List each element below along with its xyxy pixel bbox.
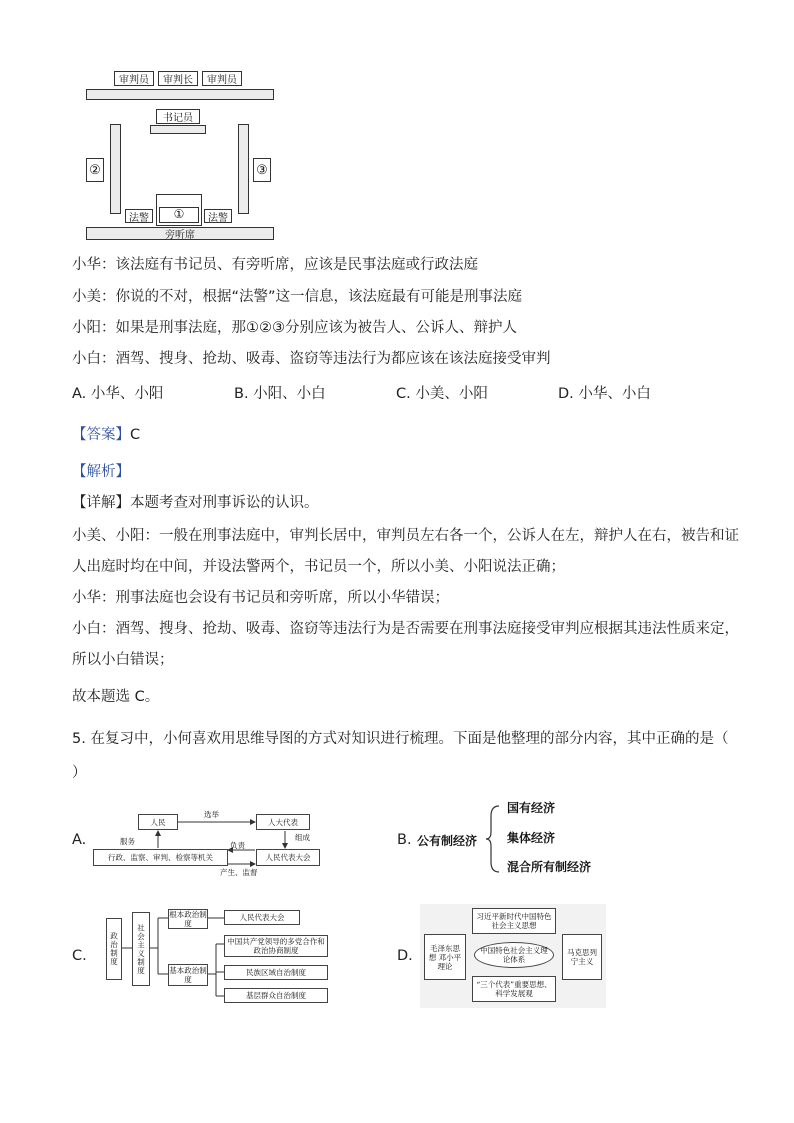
- q5-label-a: A.: [72, 832, 87, 848]
- left-desk: [110, 124, 121, 214]
- fig-a-produce: 产生、监督: [220, 868, 258, 877]
- figure-b: [415, 796, 615, 878]
- fig-a-compose: 组成: [295, 833, 310, 842]
- statement-xiaobai: 小白：酒驾、搜身、抢劫、吸毒、盗窃等违法行为都应该在该法庭接受审判: [72, 351, 551, 367]
- figure-a: [90, 806, 330, 878]
- option-d: [558, 384, 651, 404]
- fig-a-responsible: 负责: [230, 841, 245, 850]
- courtroom-diagram: [80, 68, 280, 243]
- fig-c-political: 政治制度: [106, 918, 122, 980]
- bailiff-left-box: 法警: [125, 209, 153, 223]
- analysis-line-5: 所以小白错误；: [72, 652, 174, 668]
- fig-d-three: “三个代表”重要思想、科学发展观: [472, 976, 556, 1002]
- figure-d: [420, 904, 606, 1008]
- fig-c-fundamental: 根本政治制度: [169, 910, 207, 928]
- chief-judge-box: 审判长: [158, 71, 198, 86]
- statement-xiaomei: 小美：你说的不对，根据“法警”这一信息，该法庭最有可能是刑事法庭: [72, 289, 523, 305]
- q5-label-b: B.: [397, 832, 412, 848]
- fig-a-serve: 服务: [120, 837, 135, 846]
- position-3: ③: [253, 158, 271, 182]
- judge-right-box: 审判员: [202, 71, 242, 86]
- option-text: 小华、小白: [578, 386, 651, 402]
- fig-d-xi: 习近平新时代中国特色社会主义思想: [472, 908, 556, 934]
- fig-c-item-3: 基层群众自治制度: [224, 988, 328, 1003]
- option-a: [72, 384, 163, 404]
- fig-a-npc-rep: 人大代表: [256, 814, 310, 830]
- answer-value: C: [130, 427, 141, 443]
- judge-left-box: 审判员: [114, 71, 154, 86]
- option-b: [234, 384, 326, 404]
- fig-d-marx: 马克思列宁主义: [562, 934, 602, 980]
- fig-c-item-2: 民族区域自治制度: [224, 965, 328, 980]
- fig-b-item-2: 集体经济: [507, 831, 556, 845]
- option-label: A.: [72, 386, 87, 402]
- clerk-box: 书记员: [156, 109, 200, 124]
- figure-c: [100, 906, 335, 1006]
- analysis-line-1: 小美、小阳：一般在刑事法庭中，审判长居中，审判员左右各一个，公诉人在左，辩护人在右，被告和证: [72, 528, 739, 544]
- defendant-area: [156, 194, 202, 226]
- q5-label-d: D.: [397, 948, 413, 964]
- right-desk: [238, 124, 249, 214]
- fig-c-socialist: 社会主义制度: [132, 912, 150, 986]
- fig-c-basic: 基本政治制度: [169, 966, 207, 984]
- analysis-detail: 【详解】本题考查对刑事诉讼的认识。: [72, 495, 319, 511]
- fig-b-brace: [485, 804, 505, 874]
- fig-b-item-1: 国有经济: [507, 801, 556, 815]
- answer-tag: 【答案】: [72, 427, 130, 443]
- option-text: 小华、小阳: [90, 386, 164, 402]
- option-label: C.: [396, 386, 411, 402]
- position-2: ②: [86, 158, 104, 182]
- analysis-line-2: 人出庭时均在中间，并设法警两个，书记员一个，所以小美、小阳说法正确；: [72, 559, 565, 575]
- clerk-desk: [150, 125, 206, 134]
- fig-c-npc: 人民代表大会: [224, 910, 300, 925]
- fig-b-item-3: 混合所有制经济: [507, 860, 592, 874]
- option-text: 小阳、小白: [253, 386, 326, 402]
- judges-bench: [86, 89, 274, 100]
- fig-a-people: 人民: [138, 814, 178, 830]
- q5-stem-line-2: ）: [72, 765, 87, 781]
- q5-stem-line-1: 5. 在复习中，小何喜欢用思维导图的方式对知识进行梳理。下面是他整理的部分内容，其中正确的是（: [72, 731, 729, 747]
- analysis-conclusion: 故本题选 C。: [72, 689, 160, 705]
- statement-xiaoyang: 小阳：如果是刑事法庭，那①②③分别应该为被告人、公诉人、辩护人: [72, 320, 517, 336]
- fig-a-elect: 选举: [204, 810, 219, 819]
- gallery-bar: 旁听席: [86, 227, 274, 240]
- analysis-tag: 【解析】: [72, 464, 130, 480]
- fig-b-root: 公有制经济: [417, 834, 478, 848]
- option-c: [396, 384, 488, 404]
- fig-c-item-1: 中国共产党领导的多党合作和政治协商制度: [224, 935, 328, 957]
- bailiff-right-box: 法警: [204, 209, 232, 223]
- option-label: B.: [234, 386, 249, 402]
- fig-d-mao-deng: 毛泽东思想 邓小平理论: [424, 934, 466, 980]
- analysis-line-4: 小白：酒驾、搜身、抢劫、吸毒、盗窃等违法行为是否需要在刑事法庭接受审判应根据其违法性质来定，: [72, 621, 739, 637]
- fig-d-center: 中国特色社会主义理论体系: [474, 942, 554, 968]
- option-label: D.: [558, 386, 574, 402]
- option-text: 小美、小阳: [415, 386, 488, 402]
- fig-a-congress: 人民代表大会: [256, 849, 320, 866]
- analysis-line-3: 小华：刑事法庭也会设有书记员和旁听席，所以小华错误；: [72, 590, 449, 606]
- q5-label-c: C.: [72, 948, 87, 964]
- position-1: ①: [159, 207, 199, 223]
- fig-a-organs: 行政、监察、审判、检察等机关: [93, 849, 228, 866]
- statement-xiaohua: 小华：该法庭有书记员、有旁听席，应该是民事法庭或行政法庭: [72, 257, 478, 273]
- answer-line: [72, 425, 140, 445]
